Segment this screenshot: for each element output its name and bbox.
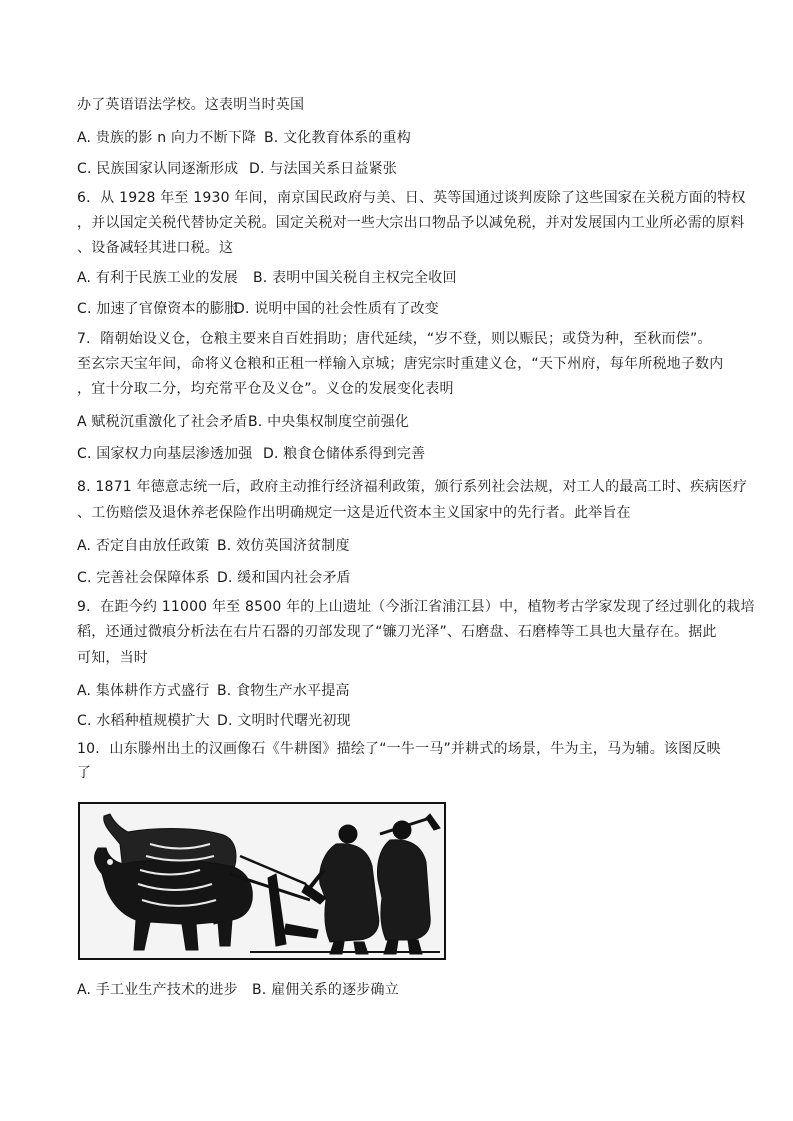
- q6-option-a[interactable]: A. 有利于民族工业的发展: [77, 270, 238, 286]
- q7-option-b[interactable]: B. 中央集权制度空前强化: [248, 414, 410, 430]
- q10-stem-line1: 10．山东滕州出土的汉画像石《牛耕图》描绘了“一牛一马”并耕式的场景，牛为主，马为辅。该图反映: [77, 741, 721, 757]
- q9-option-d[interactable]: D. 文明时代曙光初现: [217, 713, 351, 729]
- q7-stem-line3: ，宜十分取二分，均充常平仓及义仓”。义仓的发展变化表明: [77, 381, 454, 397]
- q6-option-b[interactable]: B. 表明中国关税自主权完全收回: [253, 270, 457, 286]
- q6-option-c[interactable]: C. 加速了官僚资本的膨胀: [77, 301, 239, 317]
- ox-plough-relief-image: [78, 802, 446, 960]
- q7-option-a[interactable]: A 赋税沉重激化了社会矛盾: [77, 414, 248, 430]
- q7-option-d[interactable]: D. 粮食仓储体系得到完善: [263, 446, 426, 462]
- plough-figure: [268, 874, 286, 946]
- q9-stem-line1: 9．在距今约 11000 年至 8500 年的上山遗址（今浙江省浦江县）中，植物考古学家发现了经过驯化的栽培: [77, 599, 755, 615]
- q9-stem-line3: 可知，当时: [77, 650, 148, 666]
- q9-option-a[interactable]: A. 集体耕作方式盛行: [77, 683, 210, 699]
- q8-option-a[interactable]: A. 否定自由放任政策: [77, 538, 210, 554]
- q6-stem-line3: 、设备减轻其进口税。这: [77, 240, 234, 256]
- q10-option-a[interactable]: A. 手工业生产技术的进步: [77, 982, 238, 998]
- q7-option-c[interactable]: C. 国家权力向基层渗透加强: [77, 446, 253, 462]
- q10-option-b[interactable]: B. 雇佣关系的逐步确立: [252, 982, 399, 998]
- relief-illustration: [80, 804, 444, 958]
- q8-option-c[interactable]: C. 完善社会保障体系: [77, 570, 210, 586]
- q5-stem-tail: 办了英语语法学校。这表明当时英国: [77, 97, 305, 113]
- farmer-with-hoe-figure: [378, 814, 441, 954]
- q9-option-b[interactable]: B. 食物生产水平提高: [217, 683, 350, 699]
- q6-stem-line2: ，并以国定关税代替协定关税。国定关税对一些大宗出口物品予以减免税，并对发展国内工业所必需的原料: [77, 215, 745, 231]
- q7-stem-line1: 7．隋朝始设义仓，仓粮主要来自百姓捐助；唐代延续，“岁不登，则以赈民；或贷为种，至秋而偿”。: [77, 331, 712, 347]
- q8-option-b[interactable]: B. 效仿英国济贫制度: [217, 538, 350, 554]
- q9-option-c[interactable]: C. 水稻种植规模扩大: [77, 713, 210, 729]
- q6-option-d[interactable]: D. 说明中国的社会性质有了改变: [234, 301, 439, 317]
- q5-option-c[interactable]: C. 民族国家认同逐渐形成: [77, 161, 239, 177]
- ploughman-figure: [308, 825, 379, 954]
- q9-stem-line2: 稻，还通过微痕分析法在右片石器的刃部发现了“镰刀光泽”、石磨盘、石磨棒等工具也大量存在。据此: [77, 624, 717, 640]
- q7-stem-line2: 至玄宗天宝年间，命将义仓粮和正租一样输入京城；唐宪宗时重建义仓，“天下州府，每年所税地子数内: [77, 356, 724, 372]
- q10-stem-line2: 了: [77, 765, 92, 781]
- q8-stem-line1: 8. 1871 年德意志统一后，政府主动推行经济福利政策，颁行系列社会法规，对工人的最高工时、疾病医疗: [77, 479, 748, 495]
- q5-option-d[interactable]: D. 与法国关系日益紧张: [249, 161, 398, 177]
- q8-stem-line2: 、工伤赔偿及退休养老保险作出明确规定一这是近代资本主义国家中的先行者。此举旨在: [77, 505, 631, 521]
- q5-option-a[interactable]: A. 贵族的影 n 向力不断下降: [77, 130, 257, 146]
- q5-option-b[interactable]: B. 文化教育体系的重构: [264, 130, 411, 146]
- q6-stem-line1: 6．从 1928 年至 1930 年间，南京国民政府与美、日、英等国通过谈判废除了这些国家在关税方面的特权: [77, 190, 746, 206]
- q8-option-d[interactable]: D. 缓和国内社会矛盾: [217, 570, 351, 586]
